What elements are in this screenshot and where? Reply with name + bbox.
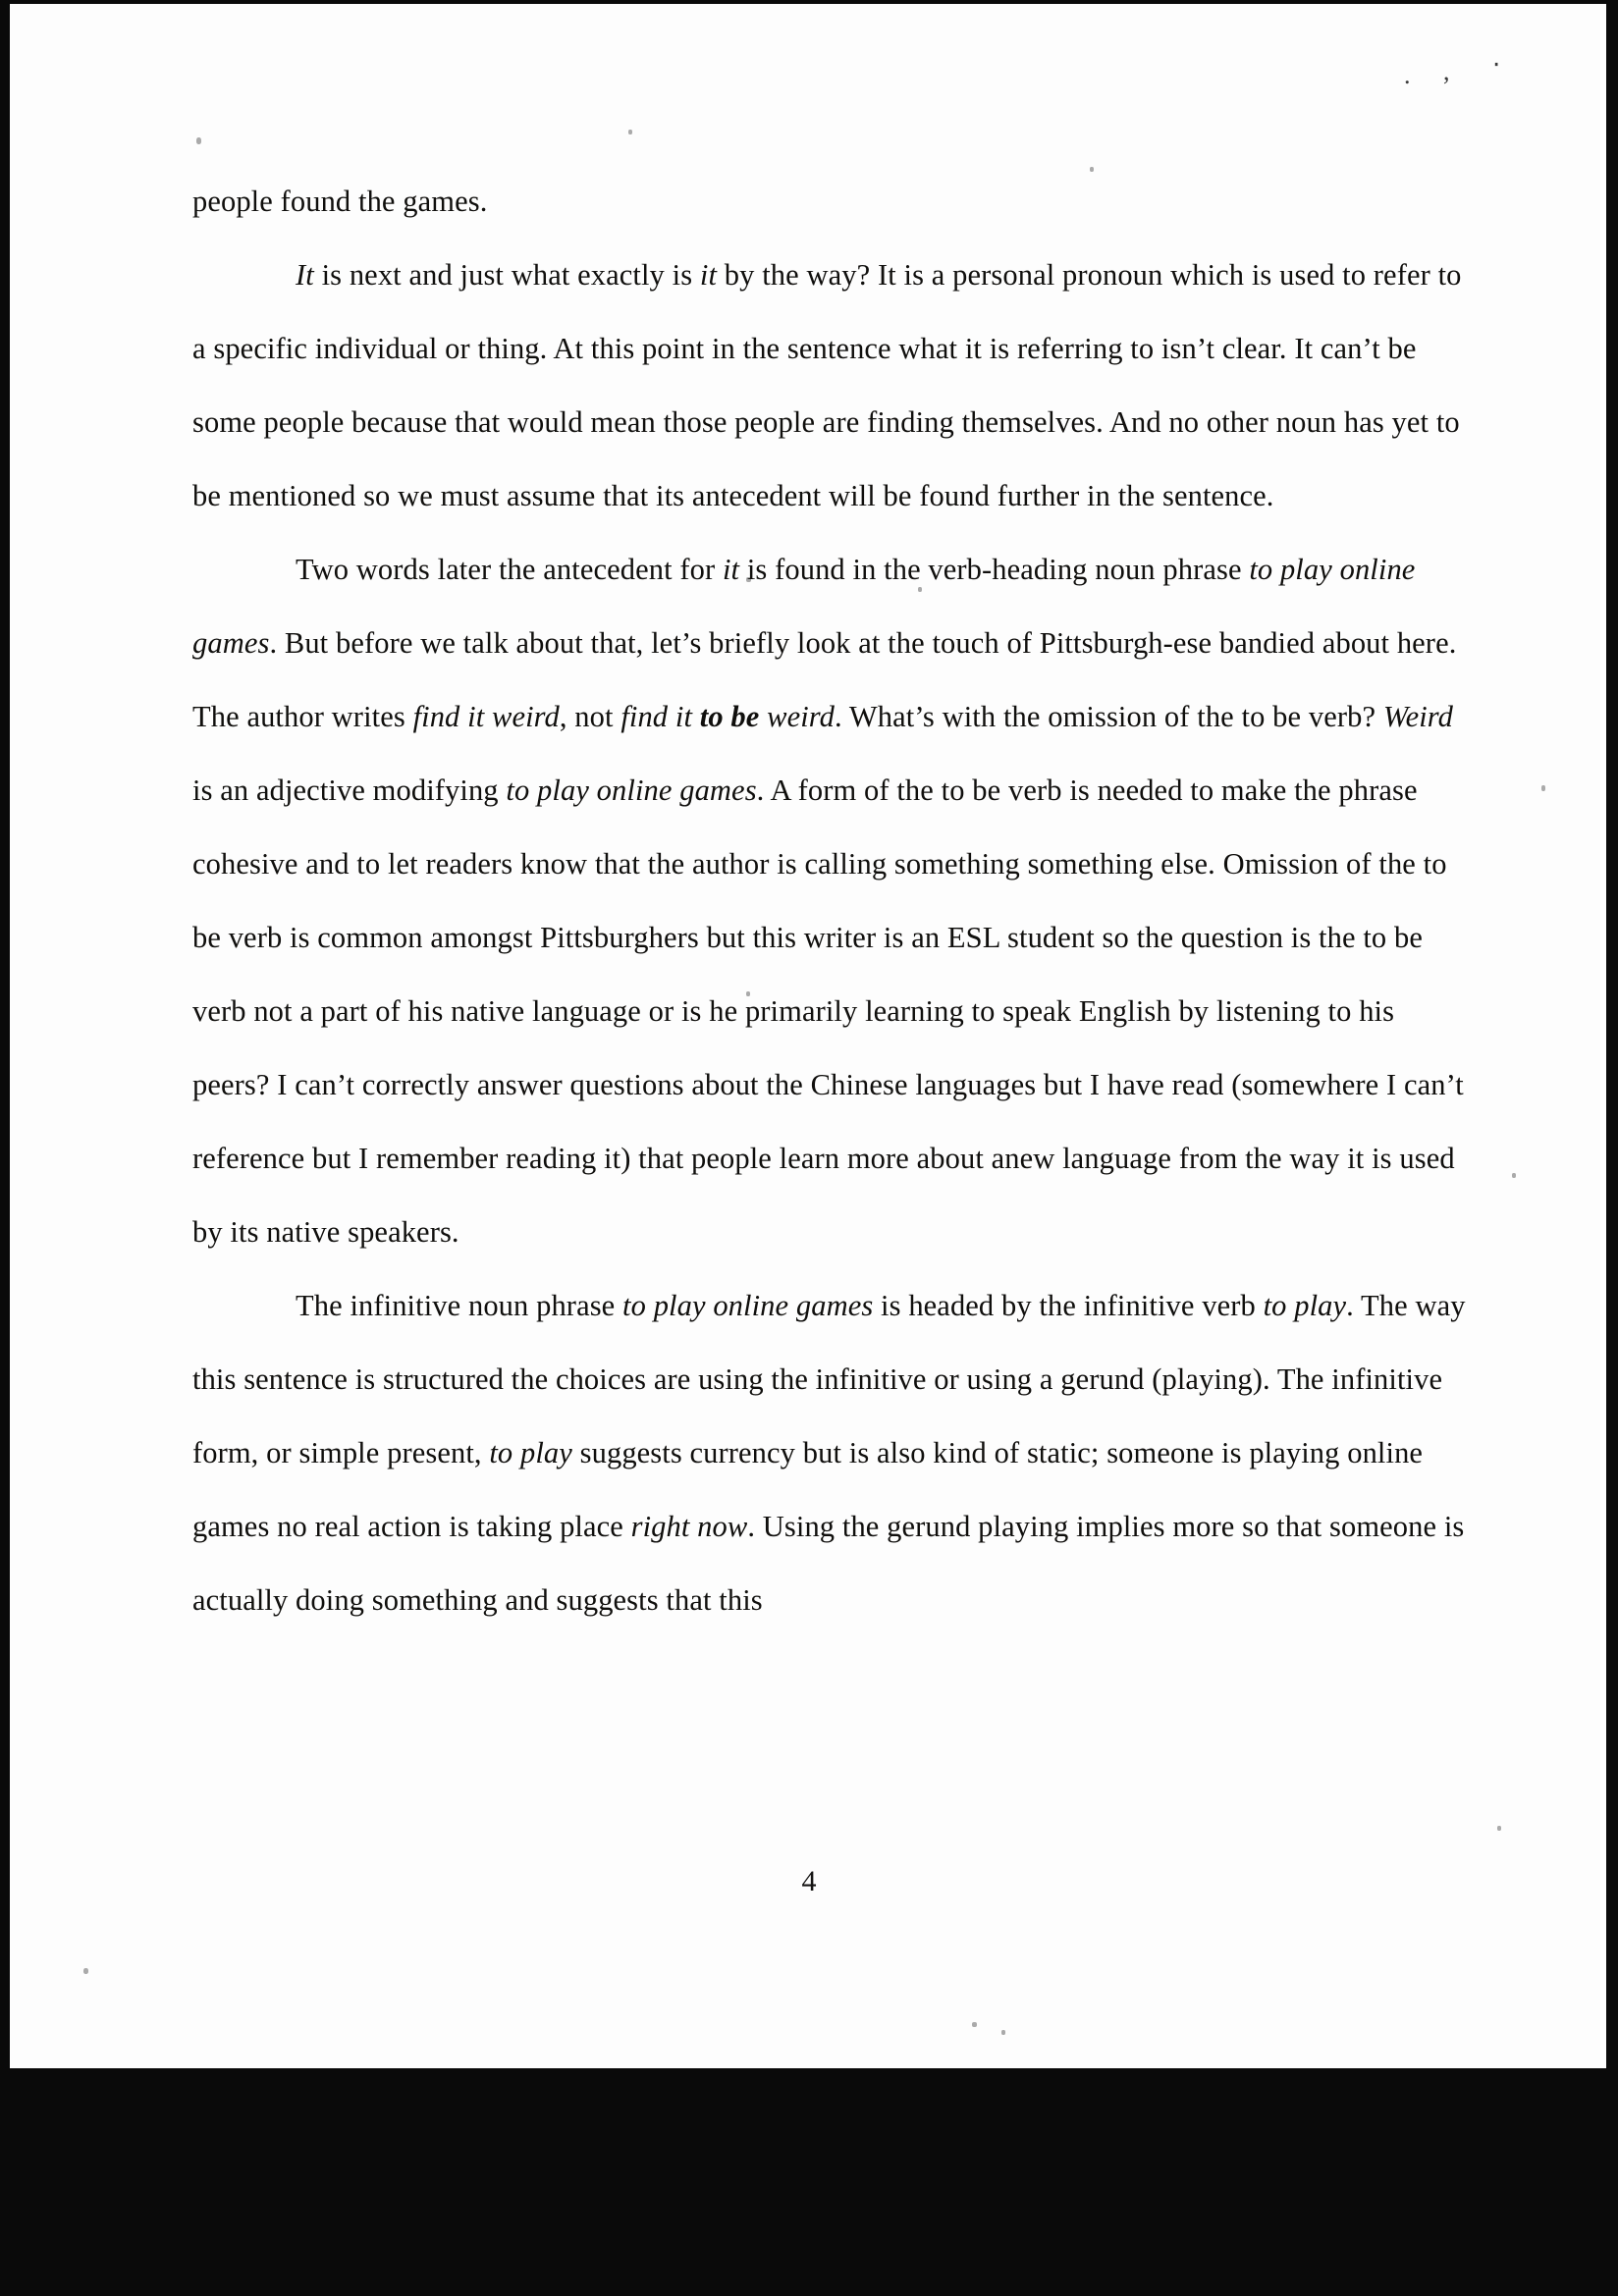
text-run: people found the games.: [192, 185, 488, 218]
text-run: , not: [559, 700, 621, 733]
italic-run: weird: [759, 700, 835, 733]
speck: [1001, 2030, 1005, 2035]
italic-run: find it: [620, 700, 700, 733]
paragraph: [192, 533, 1469, 1269]
stray-mark-comma: ,: [1443, 57, 1450, 85]
scan-edge-bottom: [0, 2068, 1618, 2296]
text-run: is found in the verb-heading noun phrase: [739, 553, 1250, 586]
speck: [196, 137, 201, 144]
stray-mark-dot: .: [1404, 61, 1411, 89]
speck: [1497, 1826, 1501, 1831]
text-run: . What’s with the omission of the to be verb?: [834, 700, 1383, 733]
text-run: is headed by the infinitive verb: [873, 1289, 1264, 1322]
italic-run: find it weird: [412, 700, 560, 733]
italic-run: It: [296, 258, 314, 292]
italic-run: to play online games: [506, 774, 757, 807]
text-run: . A form of the to be verb is needed to make the phrase cohesive and to let readers know that the author is calling something something else. Omission of the to be verb is common amongst Pittsburghers but this writer is an ESL student so the question is the to be verb not a part of his native language or is he primarily learning to speak English by listening to his peers? I can’t correctly answer questions about the Chinese languages but I have read (somewhere I can’t reference but I remember reading it) that people learn more about anew language from the way it is used by its native speakers.: [192, 774, 1464, 1249]
speck: [972, 2022, 977, 2027]
text-run: is next and just what exactly is: [313, 258, 700, 292]
text-run: The infinitive noun phrase: [296, 1289, 623, 1322]
bold-italic-run: to be: [699, 700, 760, 733]
speck: [628, 130, 632, 134]
text-run: Two words later the antecedent for: [296, 553, 723, 586]
paragraph: [192, 1269, 1469, 1637]
scan-edge-top: [0, 0, 1618, 4]
text-run: . The way this sentence is structured the choices are using the infinitive or using a gerund (playing). The infinitive form, or simple present,: [192, 1289, 1466, 1469]
stray-mark-tick: ‧: [1492, 51, 1501, 80]
italic-run: right now: [630, 1510, 748, 1543]
speck: [1541, 785, 1545, 791]
paragraph: [192, 239, 1469, 533]
text-run: . But before we talk about that, let’s briefly look at the touch of Pittsburgh-ese bandied about here. The author writes: [192, 626, 1457, 733]
page-number: 4: [801, 1865, 817, 1897]
speck: [1512, 1173, 1516, 1178]
speck: [83, 1968, 88, 1974]
text-run: . Using the gerund playing implies more so that someone is actually doing something and suggests that this: [192, 1510, 1465, 1617]
scan-edge-left: [0, 0, 10, 2296]
italic-run: it: [722, 553, 740, 586]
italic-run: to play: [1263, 1289, 1347, 1322]
text-run: by the way? It is a personal pronoun which is used to refer to a specific individual or thing. At this point in the sentence what it is referring to isn’t clear. It can’t be some people because that would mean those people are finding themselves. And no other noun has yet to be mentioned so we must assume that its antecedent will be found further in the sentence.: [192, 258, 1462, 512]
paragraph: [192, 165, 1469, 239]
text-run: suggests currency but is also kind of static; someone is playing online games no real action is taking place: [192, 1436, 1424, 1543]
italic-run: to play online games: [192, 553, 1416, 660]
italic-run: it: [699, 258, 718, 292]
essay-body: [192, 165, 1469, 1637]
italic-run: to play: [489, 1436, 572, 1469]
text-run: is an adjective modifying: [192, 774, 507, 807]
italic-run: to play online games: [622, 1289, 874, 1322]
scan-edge-right: [1606, 0, 1618, 2296]
italic-run: Weird: [1382, 700, 1453, 733]
